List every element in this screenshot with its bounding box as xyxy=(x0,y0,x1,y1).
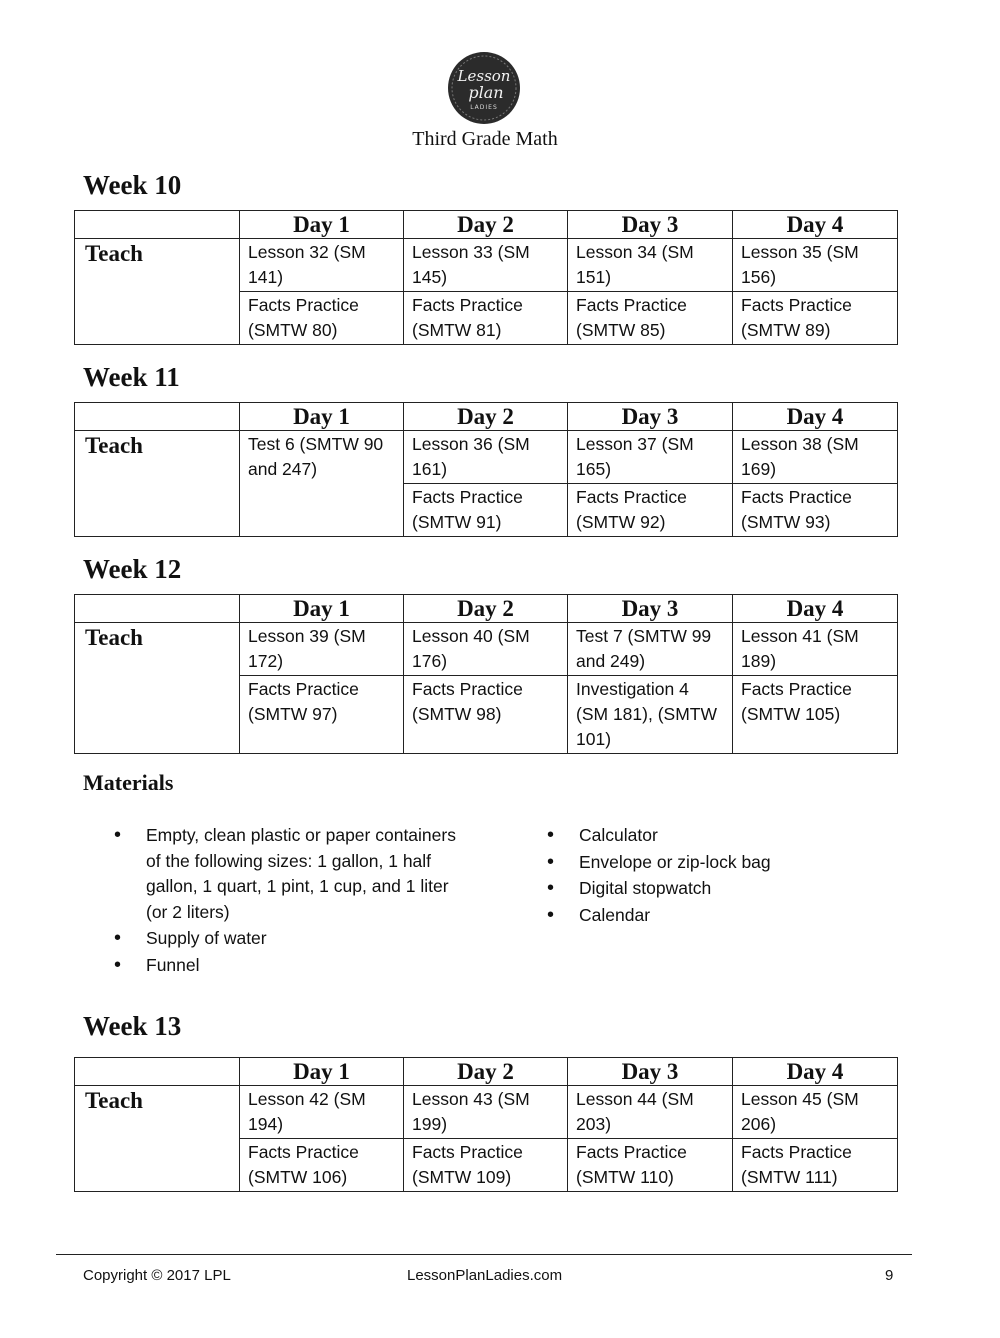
week-10-table xyxy=(74,210,898,345)
lesson-cell: Lesson 41 (SM 189) xyxy=(733,623,898,676)
header-day-2: Day 2 xyxy=(404,403,568,431)
lesson-cell: Lesson 36 (SM 161) xyxy=(404,431,568,484)
header-day-3: Day 3 xyxy=(568,403,733,431)
practice-cell: Facts Practice (SMTW 97) xyxy=(240,676,404,754)
footer-divider xyxy=(56,1254,912,1255)
list-item: • Calculator xyxy=(547,823,907,849)
header-day-3: Day 3 xyxy=(568,1058,733,1086)
table-row xyxy=(75,623,898,676)
svg-text:plan: plan xyxy=(468,83,504,102)
test-cell: Test 6 (SMTW 90 and 247) xyxy=(240,431,404,537)
table-header-row xyxy=(75,595,898,623)
list-item: • Funnel xyxy=(114,953,474,979)
lesson-cell: Lesson 35 (SM 156) xyxy=(733,239,898,292)
practice-cell: Facts Practice (SMTW 105) xyxy=(733,676,898,754)
table-row xyxy=(75,431,898,484)
header-day-2: Day 2 xyxy=(404,211,568,239)
materials-list-left xyxy=(114,823,474,979)
header-empty xyxy=(75,403,240,431)
practice-cell: Facts Practice (SMTW 89) xyxy=(733,292,898,345)
practice-cell: Facts Practice (SMTW 109) xyxy=(404,1139,568,1192)
week-12-table xyxy=(74,594,898,754)
header-day-4: Day 4 xyxy=(733,403,898,431)
practice-cell: Facts Practice (SMTW 91) xyxy=(404,484,568,537)
teach-label: Teach xyxy=(75,623,240,754)
week-13-heading: Week 13 xyxy=(83,1011,182,1041)
list-item: • Supply of water xyxy=(114,926,474,952)
practice-cell: Facts Practice (SMTW 93) xyxy=(733,484,898,537)
header-day-1: Day 1 xyxy=(240,595,404,623)
header-empty xyxy=(75,1058,240,1086)
header-empty xyxy=(75,595,240,623)
header-day-3: Day 3 xyxy=(568,211,733,239)
footer-page-number: 9 xyxy=(885,1267,894,1284)
teach-label: Teach xyxy=(75,239,240,345)
header-day-2: Day 2 xyxy=(404,595,568,623)
practice-cell: Facts Practice (SMTW 81) xyxy=(404,292,568,345)
teach-label: Teach xyxy=(75,431,240,537)
header-day-1: Day 1 xyxy=(240,211,404,239)
header-day-3: Day 3 xyxy=(568,595,733,623)
practice-cell: Facts Practice (SMTW 80) xyxy=(240,292,404,345)
lesson-cell: Lesson 43 (SM 199) xyxy=(404,1086,568,1139)
week-13-table xyxy=(74,1057,898,1192)
svg-text:LADIES: LADIES xyxy=(470,104,498,111)
lesson-cell: Lesson 33 (SM 145) xyxy=(404,239,568,292)
lesson-cell: Lesson 42 (SM 194) xyxy=(240,1086,404,1139)
week-11-table xyxy=(74,402,898,537)
list-item: • Envelope or zip-lock bag xyxy=(547,850,907,876)
table-header-row xyxy=(75,1058,898,1086)
header-day-2: Day 2 xyxy=(404,1058,568,1086)
practice-cell: Facts Practice (SMTW 92) xyxy=(568,484,733,537)
lesson-cell: Lesson 45 (SM 206) xyxy=(733,1086,898,1139)
document-subtitle: Third Grade Math xyxy=(412,128,558,150)
week-11-heading: Week 11 xyxy=(83,362,180,392)
lesson-plan-ladies-logo xyxy=(447,51,521,125)
header-empty xyxy=(75,211,240,239)
table-row xyxy=(75,239,898,292)
list-item: • Calendar xyxy=(547,903,907,929)
practice-cell: Facts Practice (SMTW 111) xyxy=(733,1139,898,1192)
lesson-cell: Lesson 34 (SM 151) xyxy=(568,239,733,292)
table-header-row xyxy=(75,403,898,431)
practice-cell: Facts Practice (SMTW 85) xyxy=(568,292,733,345)
header-day-4: Day 4 xyxy=(733,1058,898,1086)
investigation-cell: Investigation 4 (SM 181), (SMTW 101) xyxy=(568,676,733,754)
practice-cell: Facts Practice (SMTW 110) xyxy=(568,1139,733,1192)
table-row xyxy=(75,1086,898,1139)
list-item: • Digital stopwatch xyxy=(547,876,907,902)
week-10-heading: Week 10 xyxy=(83,170,182,200)
lesson-cell: Lesson 44 (SM 203) xyxy=(568,1086,733,1139)
test-cell: Test 7 (SMTW 99 and 249) xyxy=(568,623,733,676)
lesson-cell: Lesson 39 (SM 172) xyxy=(240,623,404,676)
teach-label: Teach xyxy=(75,1086,240,1192)
lesson-cell: Lesson 38 (SM 169) xyxy=(733,431,898,484)
footer-website: LessonPlanLadies.com xyxy=(407,1267,563,1284)
materials-list-right xyxy=(547,823,907,929)
lesson-cell: Lesson 40 (SM 176) xyxy=(404,623,568,676)
header-day-1: Day 1 xyxy=(240,403,404,431)
list-item: • Empty, clean plastic or paper containers of the following sizes: 1 gallon, 1 half gallon, 1 quart, 1 pint, 1 cup, and 1 liter (or 2 liters) xyxy=(114,823,474,925)
table-header-row xyxy=(75,211,898,239)
footer-copyright: Copyright © 2017 LPL xyxy=(83,1267,231,1284)
lesson-cell: Lesson 37 (SM 165) xyxy=(568,431,733,484)
svg-text:Lesson: Lesson xyxy=(457,67,511,85)
week-12-heading: Week 12 xyxy=(83,554,182,584)
practice-cell: Facts Practice (SMTW 98) xyxy=(404,676,568,754)
lesson-cell: Lesson 32 (SM 141) xyxy=(240,239,404,292)
materials-heading: Materials xyxy=(83,770,174,795)
header-day-1: Day 1 xyxy=(240,1058,404,1086)
header-day-4: Day 4 xyxy=(733,595,898,623)
header-day-4: Day 4 xyxy=(733,211,898,239)
practice-cell: Facts Practice (SMTW 106) xyxy=(240,1139,404,1192)
